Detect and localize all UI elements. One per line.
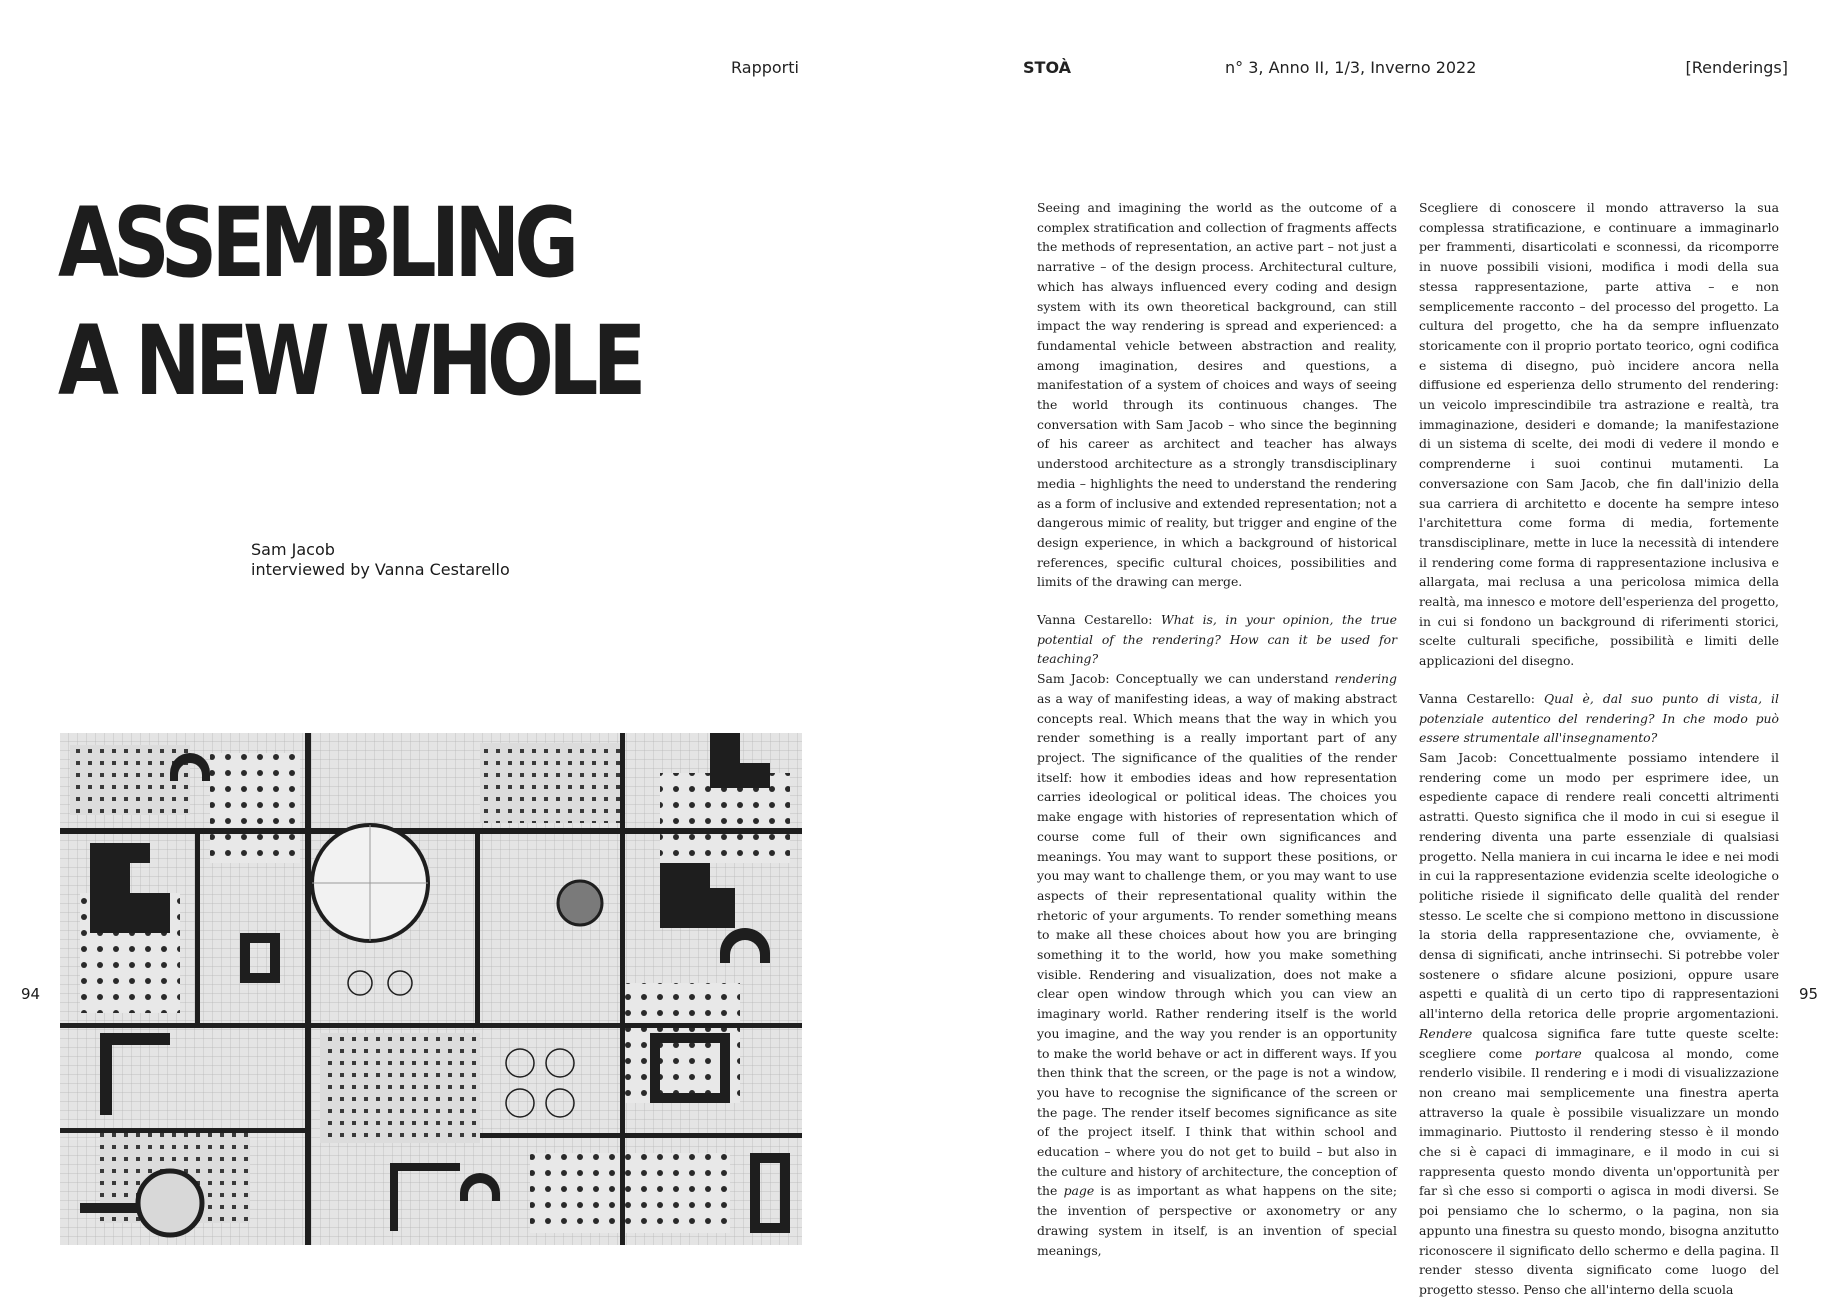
italian-answer-part-1: Concettualmente possiamo intendere il rendering come un modo per esprimere idee, un espediente capace di rendere reali concetti altrimenti astratti. Questo significa che il modo in cui si esegue il rendering diventa una parte essenziale di qualsiasi progetto. Nella maniera in cui incarna le idee e nei modi in cui la rappresentazione evidenzia scelte ideologiche o politiche risiede il significato delle qualità del render stesso. Le scelte che si compiono mettono in discussione la storia della rappresentazione che, ovviamente, è densa di significati, anche intrinsechi. Si potrebbe voler sostenere o sfidare alcune posizioni, oppure usare aspetti e qualità di un certo tipo di rappresentazioni all'interno della retorica delle proprie argomentazioni. <box>1419 749 1779 1022</box>
italian-question: Qual è, dal suo punto di vista, il potenziale autentico del rendering? In che modo può essere strumentale all'insegnamento? <box>1419 690 1779 746</box>
title-line-2: A NEW WHOLE <box>58 305 641 417</box>
english-interview <box>1037 610 1397 1260</box>
page-number-left: 94 <box>21 985 41 1003</box>
section-label: Rapporti <box>731 58 799 77</box>
english-question: What is, in your opinion, the true potential of the rendering? How can it be used for teaching? <box>1037 612 1397 667</box>
english-answer-part-1: Conceptually we can understand <box>1115 671 1329 687</box>
title-line-1: ASSEMBLING <box>58 187 574 299</box>
interviewer-speaker: Vanna Cestarello: <box>1037 612 1153 628</box>
english-answer-emphasis-1: rendering <box>1334 671 1397 687</box>
article-title <box>58 184 641 420</box>
english-answer-part-3: is as important as what happens on the site; the invention of perspective or axonometry or any drawing system in itself, is an invention of special meanings, <box>1037 1183 1397 1258</box>
italian-column <box>1419 198 1779 1300</box>
english-column <box>1037 198 1397 1260</box>
italian-intro: Scegliere di conoscere il mondo attraverso la sua complessa stratificazione, e continuare a immaginarlo per frammenti, disarticolati e sconnessi, da ricomporre in nuove possibili visioni, modifica i modi della sua stessa rappresentazione, parte attiva – e non semplicemente racconto – del processo del progetto. La cultura del progetto, che ha da sempre influenzato storicamente con il proprio portato teorico, ogni codifica e sistema di disegno, può incidere ancora nella diffusione ed esperienza dello strumento del rendering: un veicolo imprescindibile tra astrazione e realtà, tra immaginazione, desideri e domande; la manifestazione di un sistema di scelte, dei modi di vedere il mondo e comprenderne i suoi continui mutamenti. La conversazione con Sam Jacob, che fin dall'inizio della sua carriera di architetto e docente ha sempre inteso l'architettura come forma di media, fortemente transdisciplinare, mette in luce la necessità di intendere il rendering come forma di rappresentazione inclusiva e allargata, mai reclusa a una pericolosa mimica della realtà, ma innesco e motore dell'esperienza del progetto, in cui si fondono un background di riferimenti storici, scelte culturali specifiche, possibilità e limiti delle applicazioni del disegno. <box>1419 200 1779 669</box>
magazine-name: STOÀ <box>1023 58 1071 77</box>
author-name: Sam Jacob <box>251 540 335 559</box>
interviewer-credit: interviewed by Vanna Cestarello <box>251 560 510 579</box>
italian-answer-emphasis-2: portare <box>1534 1045 1582 1061</box>
respondent-speaker-it: Sam Jacob: <box>1419 749 1498 765</box>
italian-answer-emphasis-1: Rendere <box>1419 1025 1473 1041</box>
respondent-speaker: Sam Jacob: <box>1037 671 1110 687</box>
english-answer-part-2: as a way of manifesting ideas, a way of making abstract concepts real. Which means that the way in which you render something is a really important part of any project. The significance of the qualities of the render itself: how it embodies ideas and how representation carries ideological or political ideas. The choices you make engage with histories of representation which of course come full of their own significances and meanings. You may want to support these positions, or you may want to challenge them, or you may want to use aspects of their representational quality within the rhetoric of your arguments. To render something means to make all these choices about how you are bringing something it to the world, how you make something visible. Rendering and visualization, does not make a clear open window through which you can view an imaginary world. Rather rendering itself is the world you imagine, and the way you render is an opportunity to make the world behave or act in different ways. If you then think that the screen, or the page is not a window, you have to recognise the significance of the screen or the page. The render itself becomes significance as site of the project itself. I think that within school and education – where you do not get to build – but also in the culture and history of architecture, the conception of the <box>1037 690 1397 1199</box>
english-answer-emphasis-2: page <box>1063 1183 1095 1199</box>
english-intro: Seeing and imagining the world as the outcome of a complex stratification and collection of fragments affects the methods of representation, an active part – not just a narrative – of the design process. Architectural culture, which has always influenced every coding and design system with its own theoretical background, can still impact the way rendering is spread and experienced: a fundamental vehicle between abstraction and reality, among imagination, desires and questions, a manifestation of a system of choices and ways of seeing the world through its continuous changes. The conversation with Sam Jacob – who since the beginning of his career as architect and teacher has always understood architecture as a strongly transdisciplinary media – highlights the need to understand the rendering as a form of inclusive and extended representation; not a dangerous mimic of reality, but trigger and engine of the design experience, in which a background of historical references, specific cultural choices, possibilities and limits of the drawing can merge. <box>1037 200 1397 590</box>
italian-interview <box>1419 689 1779 1300</box>
italian-answer-part-2: qualcosa significa fare tutte queste scelte: scegliere come <box>1419 1025 1779 1061</box>
italian-answer-part-3: qualcosa al mondo, come renderlo visibile. Il rendering e i modi di visualizzazione non creano mai semplicemente una finestra aperta attraverso la quale è possibile visualizzare un mondo immaginario. Piuttosto il rendering stesso è il mondo che si è capaci di immaginare, e il modo in cui si rappresenta questo mondo diventa un'opportunità per far sì che esso si comporti o agisca in modi diversi. Se poi pensiamo che lo schermo, o la pagina, non sia appunto una finestra su questo mondo, bisogna anzitutto riconoscere il significato dello schermo e della pagina. Il render stesso diventa significato come luogo del progetto stesso. Penso che all'interno della scuola <box>1419 1045 1779 1297</box>
page-number-right: 95 <box>1799 985 1819 1003</box>
issue-info: n° 3, Anno II, 1/3, Inverno 2022 <box>1225 58 1477 77</box>
interviewer-speaker-it: Vanna Cestarello: <box>1419 690 1535 706</box>
architectural-plan-image <box>60 733 802 1245</box>
topic-label: [Renderings] <box>1685 58 1788 77</box>
